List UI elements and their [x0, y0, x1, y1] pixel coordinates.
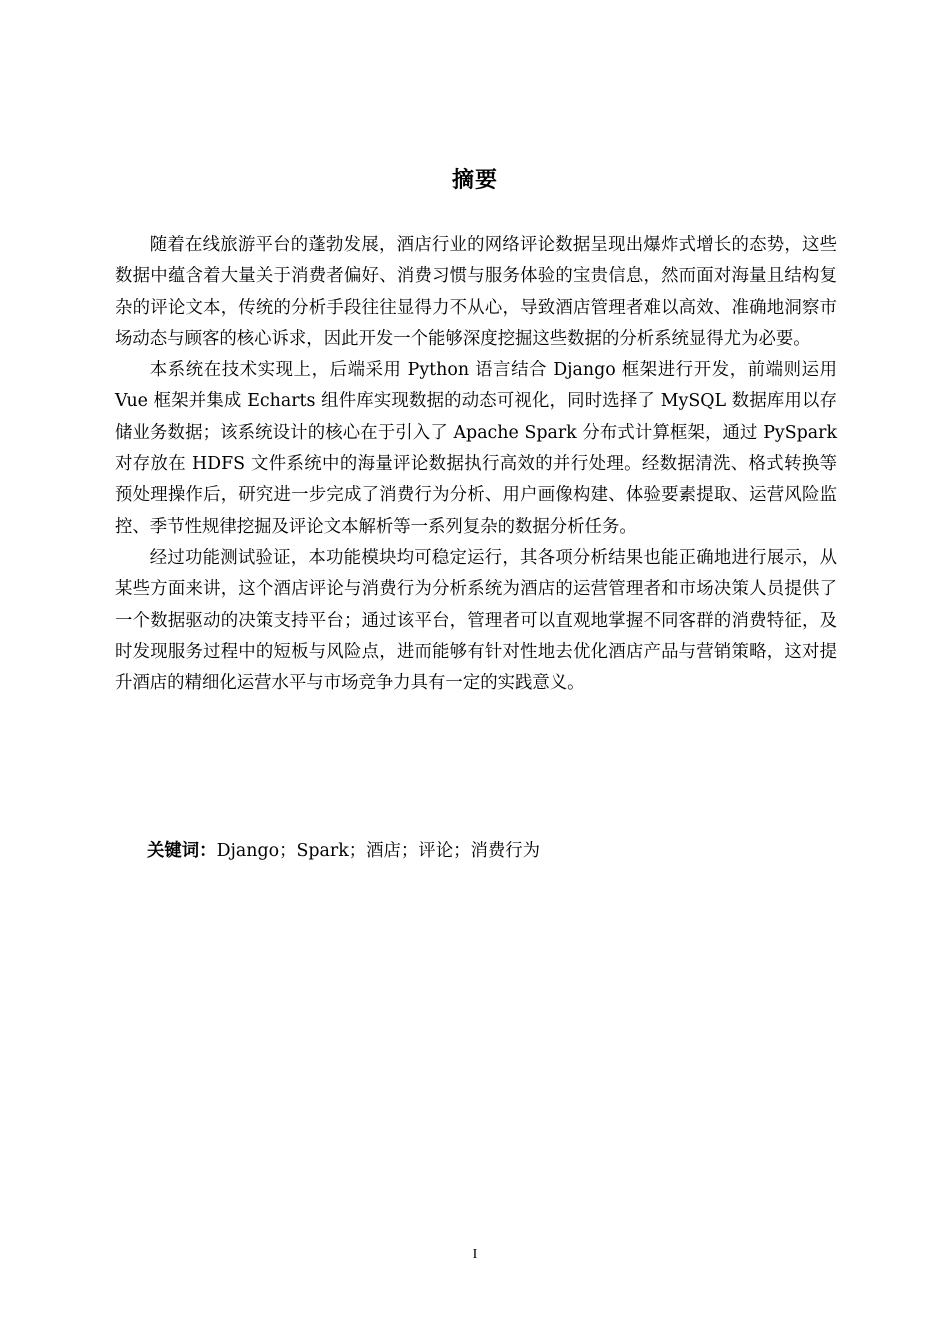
- keywords-value: Django；Spark；酒店；评论；消费行为: [216, 841, 541, 861]
- page-number: I: [472, 1247, 478, 1262]
- page-title: 摘要: [451, 168, 498, 193]
- keywords-label: 关键词：: [147, 841, 217, 861]
- abstract-paragraph-1: 随着在线旅游平台的蓬勃发展，酒店行业的网络评论数据呈现出爆炸式增长的态势，这些数据中蕴含着大量关于消费者偏好、消费习惯与服务体验的宝贵信息，然而面对海量且结构复杂的评论文本，传统的分析手段往往显得力不从心，导致酒店管理者难以高效、准确地洞察市场动态与顾客的核心诉求，因此开发一个能够深度挖掘这些数据的分析系统显得尤为必要。: [115, 235, 837, 349]
- abstract-body: [115, 230, 837, 699]
- abstract-paragraph-2: 本系统在技术实现上，后端采用 Python 语言结合 Django 框架进行开发，前端则运用 Vue 框架并集成 Echarts 组件库实现数据的动态可视化，同时选择了 MySQL 数据库用以存储业务数据；该系统设计的核心在于引入了 Apache Spark 分布式计算框架，通过 PySpark 对存放在 HDFS 文件系统中的海量评论数据执行高效的并行处理。经数据清洗、格式转换等预处理操作后，研究进一步完成了消费行为分析、用户画像构建、体验要素提取、运营风险监控、季节性规律挖掘及评论文本解析等一系列复杂的数据分析任务。: [115, 360, 837, 537]
- abstract-paragraph-3: 经过功能测试验证，本功能模块均可稳定运行，其各项分析结果也能正确地进行展示，从某些方面来讲，这个酒店评论与消费行为分析系统为酒店的运营管理者和市场决策人员提供了一个数据驱动的决策支持平台；通过该平台，管理者可以直观地掌握不同客群的消费特征，及时发现服务过程中的短板与风险点，进而能够有针对性地去优化酒店产品与营销策略，这对提升酒店的精细化运营水平与市场竞争力具有一定的实践意义。: [115, 547, 837, 694]
- keywords-line: [147, 836, 540, 867]
